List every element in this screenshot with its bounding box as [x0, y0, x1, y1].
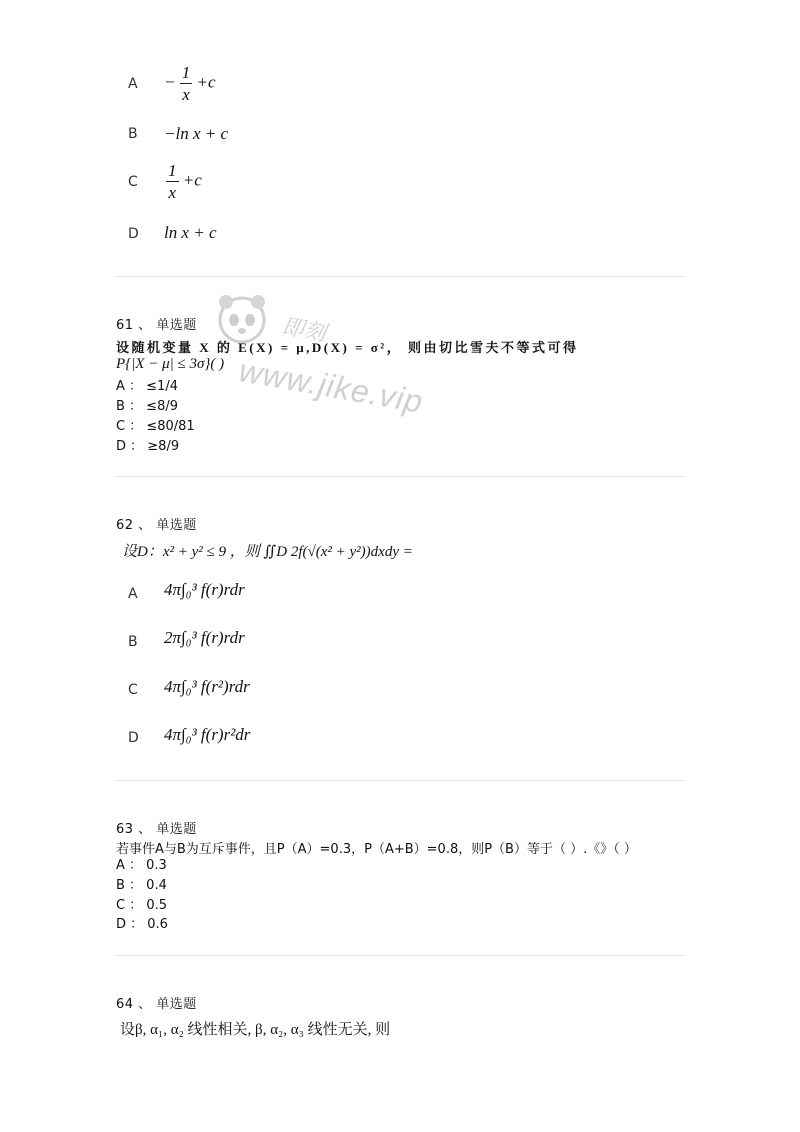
q63-option-d[interactable]: D ： 0.6: [116, 917, 168, 932]
q62-option-c-label: C: [128, 682, 138, 698]
watermark-text: www.jike.vip: [236, 352, 427, 420]
q61-header: 61 、 单选题: [116, 318, 197, 333]
divider: [116, 276, 684, 277]
q64-header: 64 、 单选题: [116, 997, 197, 1012]
q63-header: 63 、 单选题: [116, 822, 197, 837]
divider: [116, 955, 684, 956]
q61-option-c[interactable]: C ： ≤80/81: [116, 419, 195, 434]
q60-option-b-formula: −ln x + c: [164, 124, 229, 143]
q62-stem: 设D：x² + y² ≤ 9 ，则 ∬D 2f(√(x² + y²))dxdy =: [122, 544, 413, 560]
q63-stem: 若事件A与B为互斥事件，且P（A）=0.3，P（A+B）=0.8，则P（B）等于（ ）.《》（ ）: [116, 842, 637, 857]
q62-option-c-formula: 4π∫₀³ f(r²)rdr: [164, 677, 250, 696]
q61-option-d[interactable]: D ： ≥8/9: [116, 439, 180, 454]
divider: [116, 476, 684, 477]
q61-stem-line1: 设随机变量 X 的 E(X) = μ,D(X) = σ²， 则由切比雪夫不等式可得: [116, 340, 579, 355]
watermark-cn: 即刻: [279, 313, 328, 346]
q60-option-d-label: D: [128, 226, 139, 242]
q63-option-b[interactable]: B ： 0.4: [116, 878, 167, 893]
q60-option-a-formula: − $\frac{1}{x}$ +c: [164, 63, 216, 104]
q61-option-b[interactable]: B ： ≤8/9: [116, 399, 178, 414]
q61-option-a[interactable]: A ： ≤1/4: [116, 379, 178, 394]
panda-logo-icon: [212, 290, 272, 346]
q63-option-c[interactable]: C ： 0.5: [116, 898, 168, 913]
q64-stem: 设β, α₁, α₂ 线性相关, β, α₂, α₃ 线性无关, 则: [120, 1022, 391, 1038]
q62-header: 62 、 单选题: [116, 518, 197, 533]
q60-option-c-formula: $\frac{1}{x}$ +c: [168, 161, 202, 202]
q62-option-b-formula: 2π∫₀³ f(r)rdr: [164, 628, 245, 647]
q60-option-c-label: C: [128, 174, 138, 190]
q62-option-d-label: D: [128, 730, 139, 746]
q60-option-b-label: B: [128, 126, 138, 142]
q62-option-a-formula: 4π∫₀³ f(r)rdr: [164, 580, 245, 599]
divider: [116, 780, 684, 781]
q60-option-d-formula: ln x + c: [164, 223, 217, 242]
q62-option-b-label: B: [128, 634, 138, 650]
q62-option-d-formula: 4π∫₀³ f(r)r²dr: [164, 725, 251, 744]
q62-option-a-label: A: [128, 586, 138, 602]
q60-option-a-label: A: [128, 76, 138, 92]
q63-option-a[interactable]: A ： 0.3: [116, 858, 167, 873]
q61-stem-line2: P{|X − μ| ≤ 3σ}( ): [116, 356, 225, 372]
